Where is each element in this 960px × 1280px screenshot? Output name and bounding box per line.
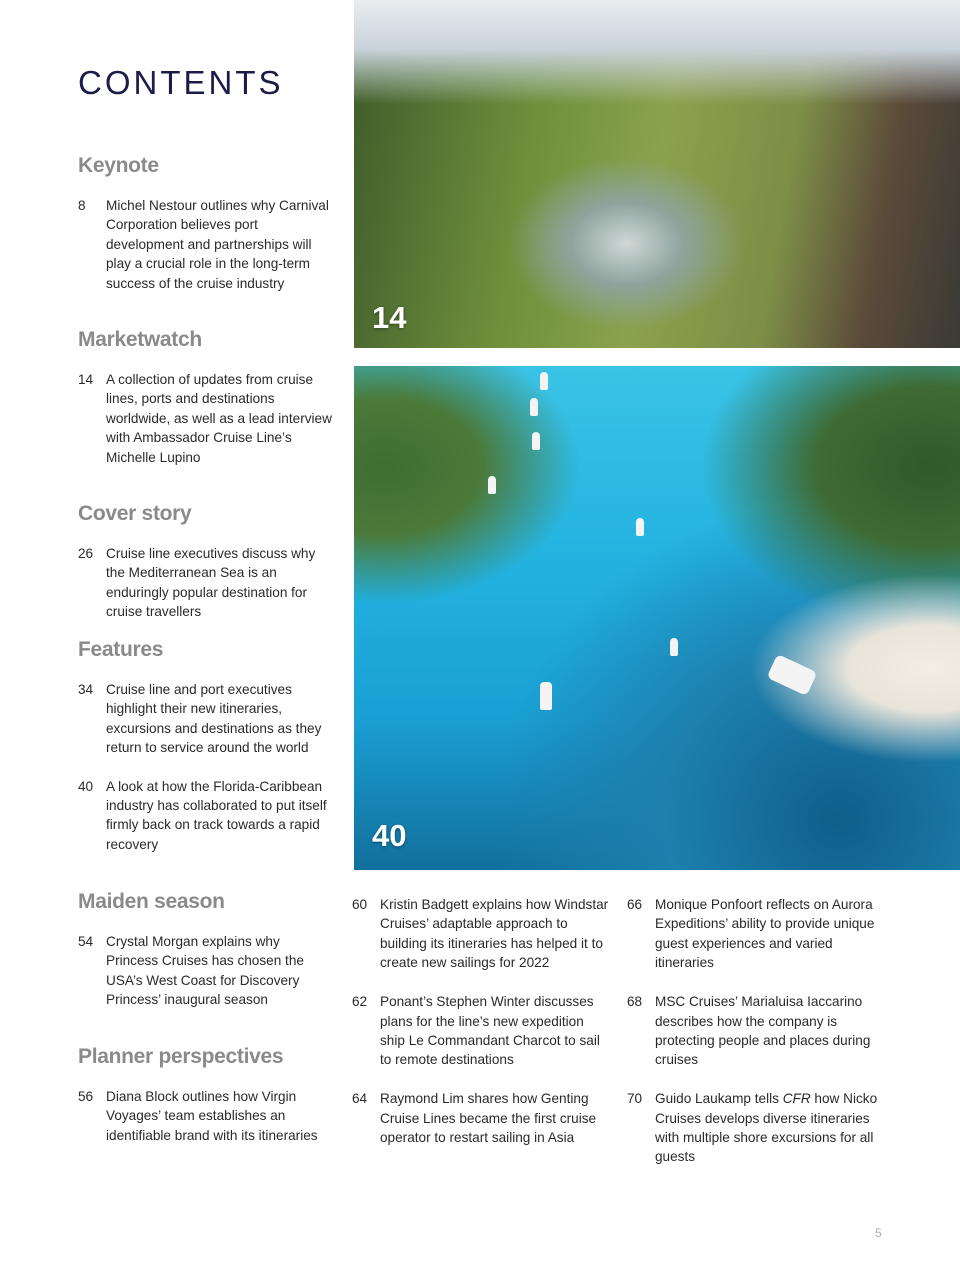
entry-text: Cruise line and port executives highlight their new itineraries, excursions and destinations as they return to service around the world: [106, 682, 322, 756]
contents-entry[interactable]: [352, 1089, 622, 1147]
entry-text: A look at how the Florida-Caribbean industry has collaborated to put itself firmly back on track towards a rapid recovery: [106, 778, 327, 852]
section-heading: Marketwatch: [78, 328, 202, 351]
page-number: 14: [78, 372, 94, 387]
contents-entry[interactable]: [78, 196, 338, 293]
page-number: 34: [78, 682, 94, 697]
contents-column-right: [627, 895, 897, 1186]
photo-page-label: 14: [372, 300, 407, 335]
section-heading: Keynote: [78, 154, 159, 177]
catamaran: [767, 654, 818, 696]
yacht: [488, 476, 496, 494]
section-maiden-season: [78, 890, 338, 1029]
yacht: [532, 432, 540, 450]
entry-text: [655, 1089, 887, 1167]
yacht: [670, 638, 678, 656]
section-heading: Cover story: [78, 502, 192, 525]
page-number: 66: [627, 897, 643, 912]
yacht: [540, 682, 552, 710]
contents-entry[interactable]: [352, 992, 622, 1070]
entry-text: Kristin Badgett explains how Windstar Cruises’ adaptable approach to building its itineraries has helped it to create new sailings for 2022: [380, 897, 609, 971]
section-cover-story: [78, 502, 338, 641]
photo-page-label: 40: [372, 818, 407, 853]
contents-entry[interactable]: [78, 370, 338, 467]
contents-entry[interactable]: [352, 895, 622, 973]
section-keynote: [78, 154, 338, 312]
entry-text: Raymond Lim shares how Genting Cruise Lines became the first cruise operator to restart sailing in Asia: [380, 1091, 597, 1146]
yacht: [530, 398, 538, 416]
section-heading: Features: [78, 638, 164, 661]
contents-entry[interactable]: [78, 932, 338, 1010]
photo-aerial-lagoon-yachts[interactable]: [354, 366, 960, 870]
page-number: 54: [78, 934, 94, 949]
section-heading: Maiden season: [78, 890, 225, 913]
page-number: 68: [627, 994, 643, 1010]
section-features: [78, 638, 338, 873]
contents-column-middle: [352, 895, 622, 1167]
section-planner-perspectives: [78, 1045, 338, 1164]
entry-text: Crystal Morgan explains why Princess Cruises has chosen the USA’s West Coast for Discovery Princess’ inaugural season: [106, 934, 304, 1008]
publication-name: CFR: [782, 1091, 811, 1107]
entry-text: Diana Block outlines how Virgin Voyages’ team establishes an identifiable brand with its itineraries: [106, 1089, 318, 1143]
contents-entry[interactable]: [627, 992, 897, 1070]
contents-entry[interactable]: [78, 777, 338, 855]
contents-entry[interactable]: [78, 544, 338, 622]
yacht: [540, 372, 548, 390]
page-number: 8: [78, 198, 86, 213]
page-number: 70: [627, 1091, 643, 1107]
page-number: 26: [78, 546, 94, 561]
page-title: CONTENTS: [78, 64, 284, 101]
page-number: 56: [78, 1089, 94, 1104]
page-number: 60: [352, 897, 368, 912]
contents-entry[interactable]: [627, 895, 897, 973]
entry-text: MSC Cruises’ Marialuisa Iaccarino describes how the company is protecting people and places during cruises: [655, 994, 871, 1068]
yacht: [636, 518, 644, 536]
section-heading: Planner perspectives: [78, 1045, 284, 1068]
contents-entry[interactable]: [78, 680, 338, 758]
page-number: 40: [78, 778, 94, 794]
page-number: 62: [352, 994, 368, 1010]
entry-text: Michel Nestour outlines why Carnival Corporation believes port development and partnerships will play a crucial role in the long-term success of the cruise industry: [106, 198, 329, 291]
contents-entry[interactable]: [627, 1089, 897, 1167]
entry-text: Monique Ponfoort reflects on Aurora Expeditions’ ability to provide unique guest experiences and varied itineraries: [655, 897, 875, 971]
entry-text: A collection of updates from cruise lines, ports and destinations worldwide, as well as a lead interview with Ambassador Cruise Line’s Michelle Lupino: [106, 372, 332, 465]
photo-mountain-railway-valley[interactable]: [354, 0, 960, 348]
page-number-folio: 5: [875, 1226, 882, 1240]
contents-entry[interactable]: [78, 1087, 338, 1145]
page-number: 64: [352, 1091, 368, 1107]
entry-text: Cruise line executives discuss why the Mediterranean Sea is an enduringly popular destination for cruise travellers: [106, 546, 316, 620]
entry-text-part: how Nicko Cruises develops diverse itineraries with multiple shore excursions for all guests: [655, 1091, 878, 1165]
entry-text-part: Guido Laukamp tells: [655, 1091, 783, 1107]
entry-text: Ponant’s Stephen Winter discusses plans for the line’s new expedition ship Le Commandant Charcot to sail to remote destinations: [380, 994, 600, 1068]
section-marketwatch: [78, 328, 338, 486]
